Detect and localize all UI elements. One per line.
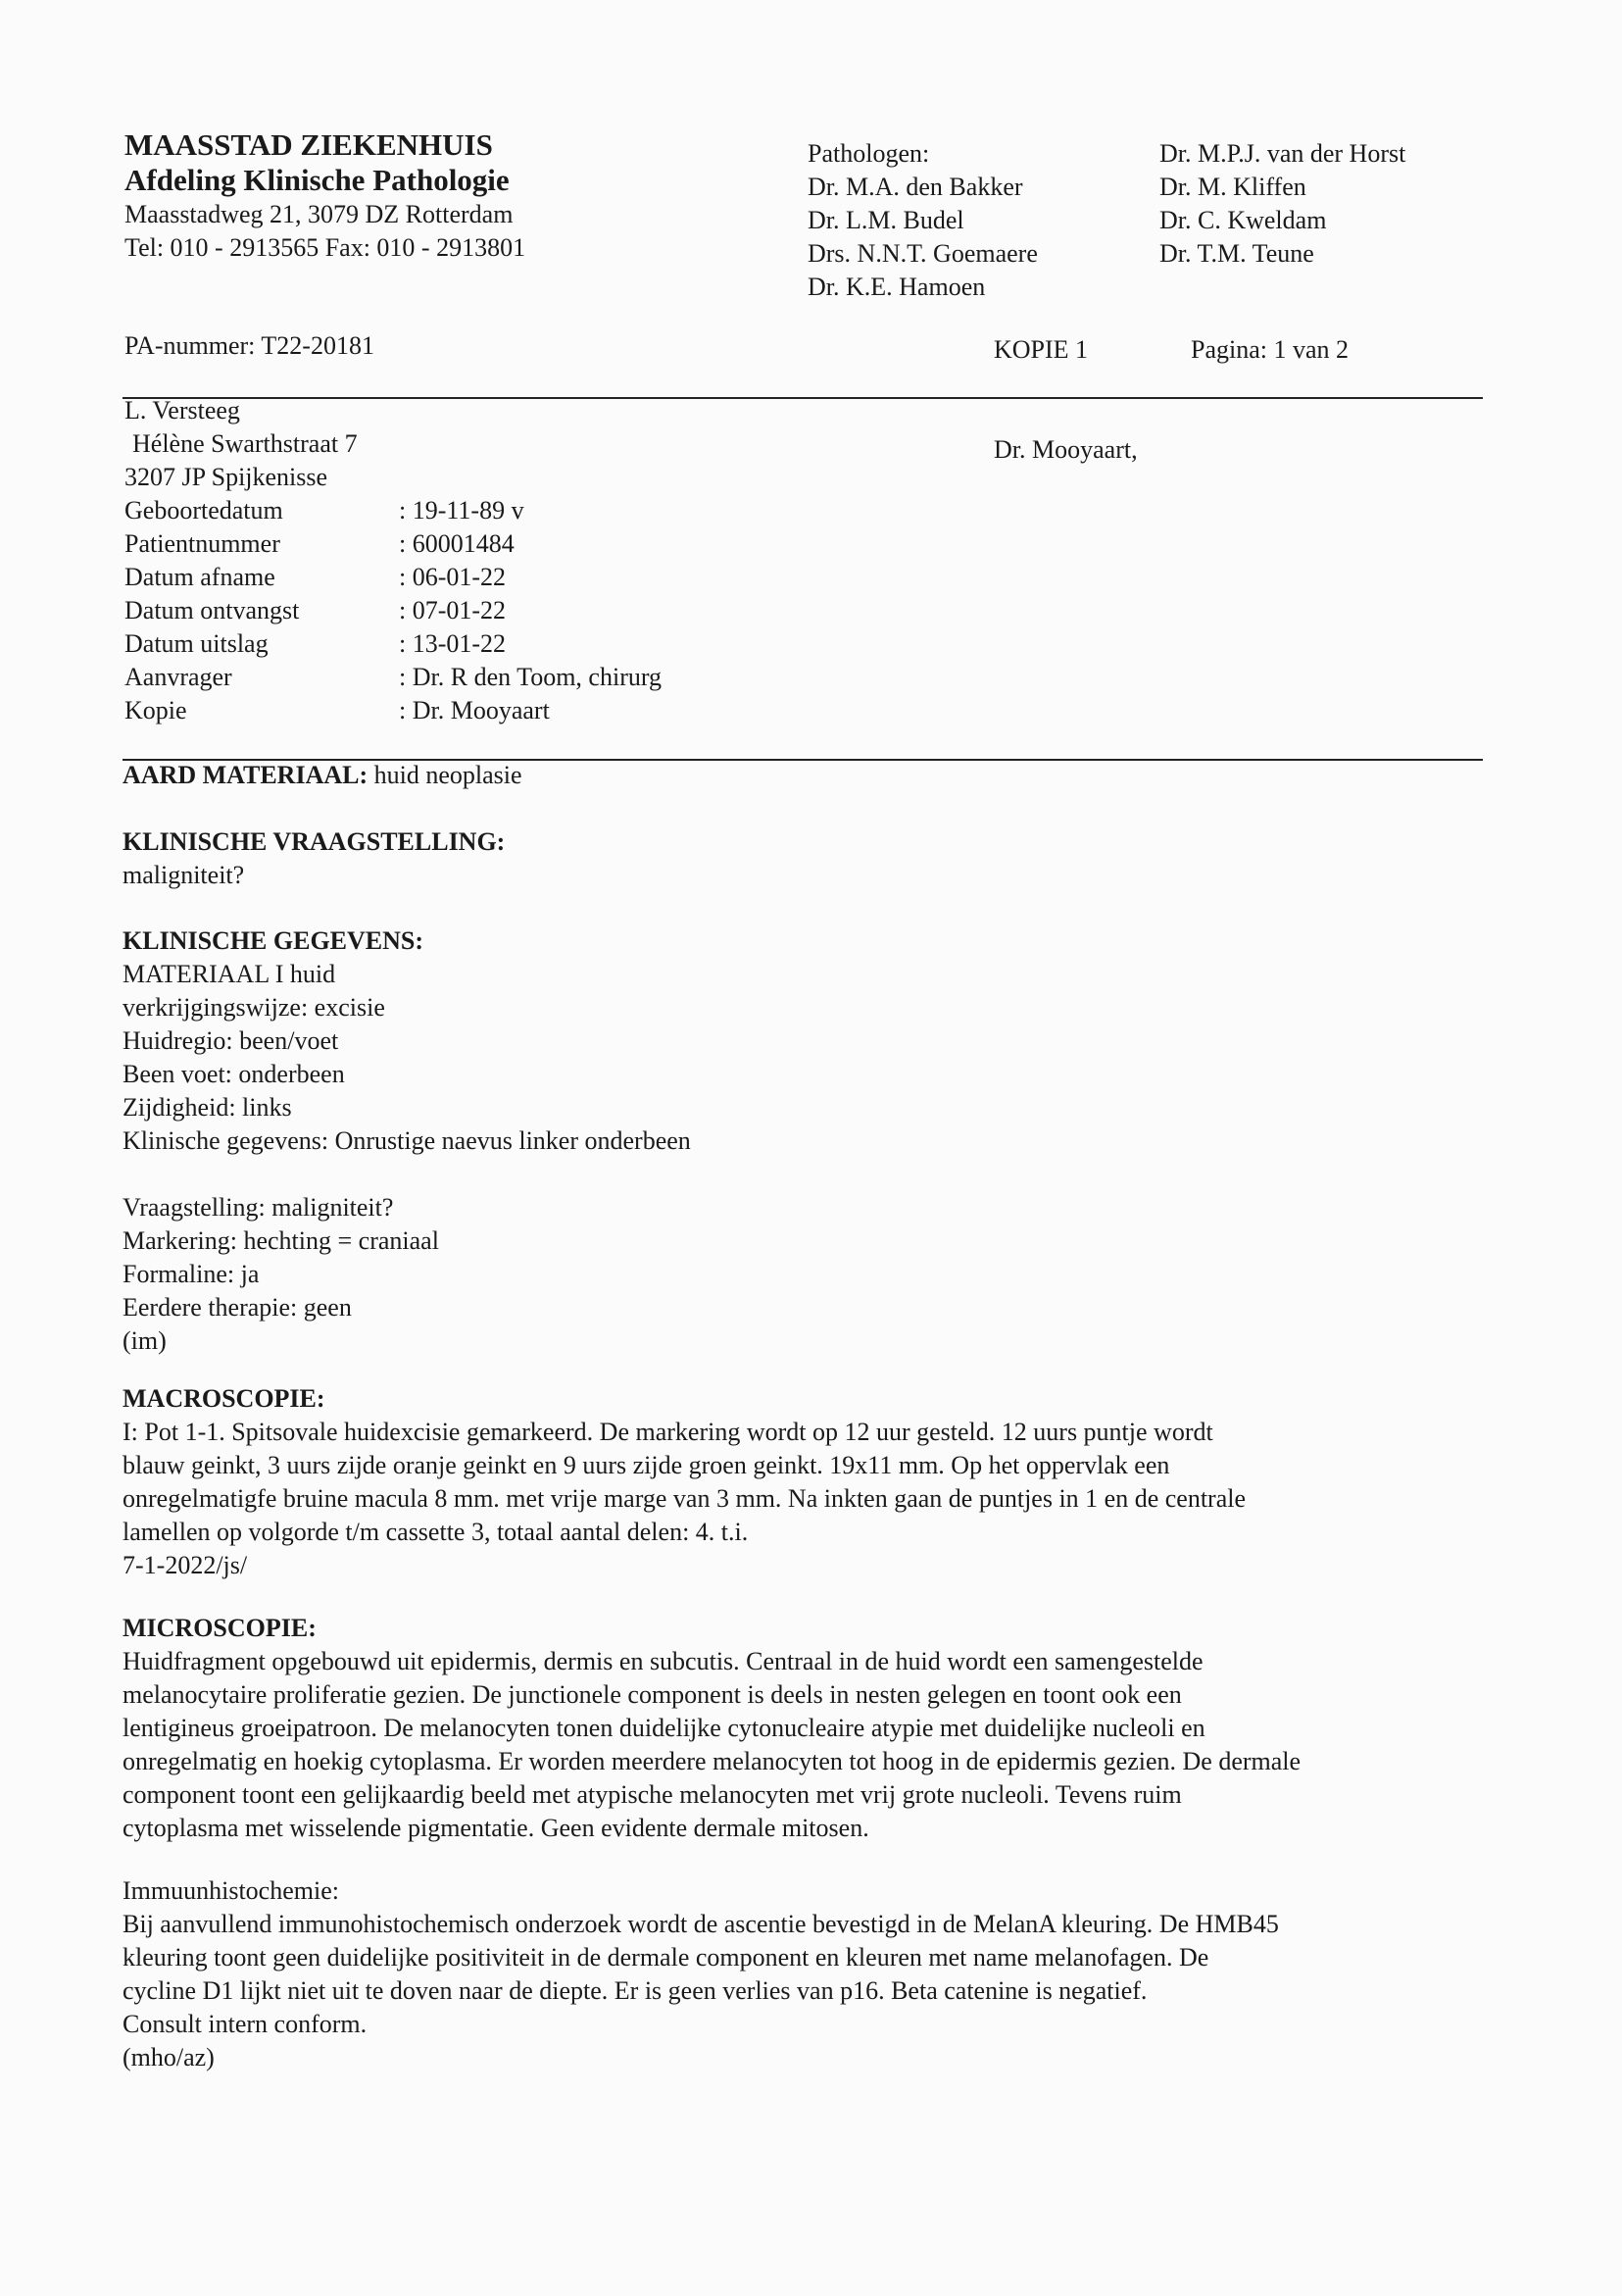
pathologists-column-2: [1159, 137, 1405, 271]
patient-name: L. Versteeg: [124, 396, 240, 424]
material-label: AARD MATERIAAL:: [123, 761, 369, 789]
field-value: : 06-01-22: [399, 563, 507, 591]
text-line: I: Pot 1-1. Spitsovale huidexcisie gemarkeerd. De markering wordt op 12 uur gesteld. 12 uurs puntje wordt: [123, 1418, 1213, 1446]
field-value: : 13-01-22: [399, 629, 507, 658]
section-heading: MACROSCOPIE:: [123, 1384, 325, 1413]
field-label: Geboortedatum: [124, 496, 283, 524]
field-label: Aanvrager: [124, 663, 232, 691]
patient-street: Hélène Swarthstraat 7: [132, 429, 358, 458]
text-line: Huidregio: been/voet: [123, 1026, 339, 1055]
text-line: lamellen op volgorde t/m cassette 3, totaal aantal delen: 4. t.i.: [123, 1518, 749, 1546]
field-value: : Dr. R den Toom, chirurg: [399, 663, 663, 691]
patient-field-row: [124, 661, 662, 694]
text-line: Vraagstelling: maligniteit?: [123, 1193, 394, 1222]
hospital-block: [124, 127, 525, 265]
text-line: verkrijgingswijze: excisie: [123, 993, 385, 1022]
microscopy-section: [123, 1612, 1485, 1845]
addressee: Dr. Mooyaart,: [994, 435, 1138, 464]
text-line: Bij aanvullend immunohistochemisch onderzoek wordt de ascentie bevestigd in de MelanA kleuring. De HMB45: [123, 1910, 1279, 1938]
hospital-contact: Tel: 010 - 2913565 Fax: 010 - 2913801: [124, 233, 526, 262]
clinical-question-section: [123, 825, 1485, 892]
text-line: kleuring toont geen duidelijke positiviteit in de dermale component en kleuren met name melanofagen. De: [123, 1943, 1209, 1972]
patient-field-row: [124, 694, 662, 727]
material-section: [123, 759, 1485, 792]
pathologist: Dr. C. Kweldam: [1159, 206, 1327, 234]
text-line: Markering: hechting = craniaal: [123, 1226, 439, 1255]
field-value: : 07-01-22: [399, 596, 507, 624]
page-indicator: Pagina: 1 van 2: [1191, 335, 1350, 364]
clinical-data-section: [123, 924, 1485, 1358]
immunohistochemistry-section: [123, 1874, 1485, 2074]
patient-field-row: [124, 527, 662, 561]
patient-field-row: [124, 594, 662, 627]
text-line: onregelmatig en hoekig cytoplasma. Er worden meerdere melanocyten tot hoog in de epidermis gezien. De dermale: [123, 1747, 1302, 1775]
patient-field-row: [124, 561, 662, 594]
pathologist: Dr. T.M. Teune: [1159, 239, 1314, 268]
text-line: cycline D1 lijkt niet uit te doven naar de diepte. Er is geen verlies van p16. Beta catenine is negatief.: [123, 1976, 1148, 2005]
pathologist: Dr. L.M. Budel: [808, 206, 964, 234]
hospital-name: MAASSTAD ZIEKENHUIS: [124, 127, 493, 162]
field-value: : 60001484: [399, 529, 515, 558]
text-line: Huidfragment opgebouwd uit epidermis, dermis en subcutis. Centraal in de huid wordt een samengestelde: [123, 1647, 1204, 1675]
field-value: : Dr. Mooyaart: [399, 696, 550, 724]
department-name: Afdeling Klinische Pathologie: [124, 163, 510, 197]
field-label: Datum afname: [124, 563, 275, 591]
patient-city: 3207 JP Spijkenisse: [124, 463, 328, 491]
text-line: Eerdere therapie: geen: [123, 1293, 352, 1322]
macroscopy-section: [123, 1382, 1485, 1582]
pathologists-label: Pathologen:: [808, 139, 930, 168]
copy-label: KOPIE 1: [994, 335, 1089, 364]
pathologist: Drs. N.N.T. Goemaere: [808, 239, 1038, 268]
text-line: Klinische gegevens: Onrustige naevus linker onderbeen: [123, 1126, 691, 1155]
field-label: Datum uitslag: [124, 629, 269, 658]
text-line: cytoplasma met wisselende pigmentatie. Geen evidente dermale mitosen.: [123, 1814, 869, 1842]
patient-block: [124, 394, 662, 727]
field-label: Patientnummer: [124, 529, 280, 558]
text-line: component toont een gelijkaardig beeld met atypische melanocyten met vrij grote nucleoli. Tevens ruim: [123, 1780, 1182, 1809]
text-line: (im): [123, 1326, 167, 1355]
text-line: blauw geinkt, 3 uurs zijde oranje geinkt en 9 uurs zijde groen geinkt. 19x11 mm. Op het oppervlak een: [123, 1451, 1170, 1479]
section-heading: MICROSCOPIE:: [123, 1614, 317, 1642]
material-value: huid neoplasie: [368, 761, 522, 789]
pathologist: Dr. M.P.J. van der Horst: [1159, 139, 1406, 168]
field-label: Kopie: [124, 696, 187, 724]
pathologist: Dr. K.E. Hamoen: [808, 273, 986, 301]
text-line: Been voet: onderbeen: [123, 1060, 345, 1088]
pathologists-column-1: [808, 137, 1038, 304]
pa-number: PA-nummer: T22-20181: [124, 331, 374, 360]
field-label: Datum ontvangst: [124, 596, 300, 624]
patient-field-row: [124, 627, 662, 661]
pathologist: Dr. M.A. den Bakker: [808, 173, 1023, 201]
section-heading: Immuunhistochemie:: [123, 1876, 339, 1905]
text-line: 7-1-2022/js/: [123, 1551, 248, 1579]
section-heading: KLINISCHE GEGEVENS:: [123, 926, 424, 955]
clinical-question-text: maligniteit?: [123, 861, 245, 889]
patient-field-row: [124, 494, 662, 527]
text-line: Zijdigheid: links: [123, 1093, 292, 1122]
text-line: Formaline: ja: [123, 1260, 260, 1288]
text-line: MATERIAAL I huid: [123, 960, 336, 988]
text-line: (mho/az): [123, 2043, 215, 2071]
field-value: : 19-11-89 v: [399, 496, 524, 524]
text-line: lentigineus groeipatroon. De melanocyten tonen duidelijke cytonucleaire atypie met duidelijke nucleoli en: [123, 1714, 1205, 1742]
pathologist: Dr. M. Kliffen: [1159, 173, 1306, 201]
text-line: onregelmatigfe bruine macula 8 mm. met vrije marge van 3 mm. Na inkten gaan de puntjes in 1 en de centrale: [123, 1484, 1247, 1513]
section-heading: KLINISCHE VRAAGSTELLING:: [123, 827, 506, 856]
text-line: Consult intern conform.: [123, 2010, 368, 2038]
text-line: melanocytaire proliferatie gezien. De junctionele component is deels in nesten gelegen en toont ook een: [123, 1680, 1182, 1709]
hospital-address: Maasstadweg 21, 3079 DZ Rotterdam: [124, 200, 514, 228]
